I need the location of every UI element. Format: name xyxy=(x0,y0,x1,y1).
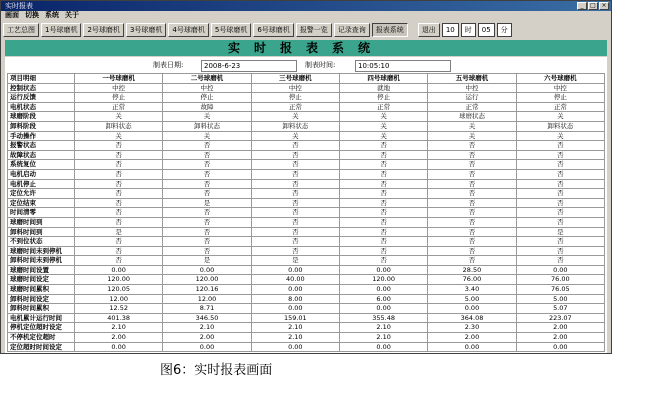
table-cell: 0.00 xyxy=(163,265,251,275)
table-cell: 否 xyxy=(516,150,604,160)
table-cell: 6.00 xyxy=(339,294,427,304)
table-cell: 正常 xyxy=(251,102,339,112)
table-cell: 否 xyxy=(339,237,427,247)
table-cell: 否 xyxy=(516,237,604,247)
clock-hour-unit: 时 xyxy=(461,23,476,37)
table-cell: 0.00 xyxy=(428,342,516,352)
table-cell: 否 xyxy=(339,217,427,227)
table-cell: 是 xyxy=(516,227,604,237)
table-cell: 否 xyxy=(75,217,163,227)
column-header: 六号球磨机 xyxy=(516,74,604,84)
row-label: 球磨时间到 xyxy=(8,217,75,227)
table-row xyxy=(8,102,605,112)
table-cell: 否 xyxy=(75,208,163,218)
table-cell: 0.00 xyxy=(516,342,604,352)
table-cell: 0.00 xyxy=(339,304,427,314)
table-row xyxy=(8,93,605,103)
table-cell: 运行 xyxy=(428,93,516,103)
row-label: 报警状态 xyxy=(8,141,75,151)
table-cell: 否 xyxy=(163,189,251,199)
table-cell: 0.00 xyxy=(75,265,163,275)
table-cell: 否 xyxy=(163,160,251,170)
report-table xyxy=(7,73,605,352)
table-cell: 否 xyxy=(339,227,427,237)
table-cell: 120.16 xyxy=(163,285,251,295)
table-cell: 否 xyxy=(75,237,163,247)
table-cell: 否 xyxy=(163,141,251,151)
clock-hour: 10 xyxy=(442,23,459,37)
table-cell: 12.52 xyxy=(75,304,163,314)
row-label: 卸料时间未到停机 xyxy=(8,256,75,266)
window-controls xyxy=(577,2,609,10)
table-cell: 3.40 xyxy=(428,285,516,295)
table-cell: 0.00 xyxy=(339,285,427,295)
table-cell: 否 xyxy=(251,217,339,227)
table-cell: 否 xyxy=(163,208,251,218)
table-cell: 球磨状态 xyxy=(428,112,516,122)
table-cell: 0.00 xyxy=(339,342,427,352)
table-cell: 2.00 xyxy=(516,333,604,343)
table-cell: 否 xyxy=(339,141,427,151)
row-label: 电机累计运行时间 xyxy=(8,313,75,323)
table-cell: 是 xyxy=(163,198,251,208)
table-cell: 否 xyxy=(428,160,516,170)
table-row xyxy=(8,189,605,199)
report-panel xyxy=(5,57,607,353)
table-cell: 否 xyxy=(251,198,339,208)
table-cell: 否 xyxy=(251,169,339,179)
table-cell: 卸料状态 xyxy=(516,121,604,131)
table-cell: 2.30 xyxy=(428,323,516,333)
table-cell: 否 xyxy=(428,246,516,256)
table-body xyxy=(8,83,605,352)
table-cell: 12.00 xyxy=(75,294,163,304)
table-cell: 关 xyxy=(516,112,604,122)
table-cell: 中控 xyxy=(75,83,163,93)
table-cell: 否 xyxy=(516,208,604,218)
row-label: 系统复位 xyxy=(8,160,75,170)
row-label: 停机定位超时设定 xyxy=(8,323,75,333)
table-cell: 否 xyxy=(339,208,427,218)
table-row xyxy=(8,333,605,343)
table-cell: 否 xyxy=(251,179,339,189)
table-cell: 否 xyxy=(163,169,251,179)
row-label: 故障状态 xyxy=(8,150,75,160)
table-cell: 5.07 xyxy=(516,304,604,314)
date-label: 制表日期: xyxy=(153,61,184,69)
table-cell: 中控 xyxy=(428,83,516,93)
row-label: 电机状态 xyxy=(8,102,75,112)
table-cell: 中控 xyxy=(516,83,604,93)
row-label: 定位允许 xyxy=(8,189,75,199)
page-title: 实时报表系统 xyxy=(5,40,607,56)
table-cell: 就地 xyxy=(339,83,427,93)
row-label: 不停机定位超时 xyxy=(8,333,75,343)
table-header xyxy=(8,74,605,84)
table-row xyxy=(8,246,605,256)
table-row xyxy=(8,83,605,93)
table-cell: 正常 xyxy=(428,102,516,112)
table-cell: 否 xyxy=(428,198,516,208)
table-cell: 否 xyxy=(339,246,427,256)
table-cell: 卸料状态 xyxy=(75,121,163,131)
table-cell: 停止 xyxy=(516,93,604,103)
table-cell: 卸料状态 xyxy=(251,121,339,131)
table-cell: 159.01 xyxy=(251,313,339,323)
table-cell: 0.00 xyxy=(339,265,427,275)
table-cell: 是 xyxy=(75,227,163,237)
table-cell: 否 xyxy=(75,169,163,179)
table-cell: 12.00 xyxy=(163,294,251,304)
table-row xyxy=(8,227,605,237)
table-cell: 否 xyxy=(75,256,163,266)
row-label: 球磨时间未到停机 xyxy=(8,246,75,256)
table-cell: 关 xyxy=(339,131,427,141)
table-row xyxy=(8,217,605,227)
table-cell: 否 xyxy=(428,208,516,218)
menu-item-system[interactable]: 系统 xyxy=(45,11,59,19)
table-cell: 5.00 xyxy=(428,294,516,304)
table-cell: 0.00 xyxy=(163,342,251,352)
figure-caption: 图6：实时报表画面 xyxy=(160,363,273,378)
table-cell: 否 xyxy=(163,246,251,256)
table-cell: 否 xyxy=(428,189,516,199)
toolbar xyxy=(3,22,609,38)
table-cell: 0.00 xyxy=(251,342,339,352)
column-header: 一号球磨机 xyxy=(75,74,163,84)
tab-mill-5[interactable]: 5号球磨机 xyxy=(211,23,251,37)
column-header: 五号球磨机 xyxy=(428,74,516,84)
table-cell: 否 xyxy=(251,141,339,151)
table-row xyxy=(8,304,605,314)
table-cell: 否 xyxy=(163,179,251,189)
maximize-button[interactable]: □ xyxy=(588,2,598,10)
table-cell: 关 xyxy=(163,131,251,141)
table-cell: 2.00 xyxy=(516,323,604,333)
table-cell: 否 xyxy=(516,217,604,227)
table-cell: 否 xyxy=(516,160,604,170)
table-row xyxy=(8,342,605,352)
table-cell: 120.05 xyxy=(75,285,163,295)
menu-item-switch[interactable]: 切换 xyxy=(25,11,39,19)
table-cell: 2.10 xyxy=(339,323,427,333)
table-cell: 0.00 xyxy=(251,285,339,295)
table-cell: 否 xyxy=(428,237,516,247)
table-cell: 401.38 xyxy=(75,313,163,323)
table-cell: 故障 xyxy=(163,102,251,112)
tab-mill-6[interactable]: 6号球磨机 xyxy=(253,23,293,37)
table-row xyxy=(8,313,605,323)
table-row xyxy=(8,275,605,285)
exit-button[interactable]: 退出 xyxy=(418,23,440,37)
row-label: 定位结束 xyxy=(8,198,75,208)
title-bar xyxy=(1,1,611,11)
table-cell: 否 xyxy=(428,217,516,227)
minimize-button[interactable]: _ xyxy=(577,2,587,10)
table-cell: 5.00 xyxy=(516,294,604,304)
table-cell: 2.10 xyxy=(251,323,339,333)
table-row xyxy=(8,131,605,141)
table-row xyxy=(8,121,605,131)
table-cell: 停止 xyxy=(339,93,427,103)
table-cell: 停止 xyxy=(163,93,251,103)
table-cell: 否 xyxy=(339,189,427,199)
table-row xyxy=(8,160,605,170)
table-cell: 否 xyxy=(251,246,339,256)
row-label: 卸料时间到 xyxy=(8,227,75,237)
row-label: 电机停止 xyxy=(8,179,75,189)
tab-mill-1[interactable]: 1号球磨机 xyxy=(41,23,81,37)
tab-alarm-list[interactable]: 报警一览 xyxy=(296,23,332,37)
table-cell: 关 xyxy=(516,131,604,141)
table-cell: 76.00 xyxy=(428,275,516,285)
table-cell: 0.00 xyxy=(251,304,339,314)
row-label: 卸料时间设定 xyxy=(8,294,75,304)
table-cell: 正常 xyxy=(75,102,163,112)
table-cell: 364.08 xyxy=(428,313,516,323)
table-cell: 2.10 xyxy=(75,323,163,333)
menu-item-screen[interactable]: 画面 xyxy=(5,11,19,19)
clock-minute: 05 xyxy=(478,23,495,37)
table-cell: 正常 xyxy=(339,102,427,112)
column-header: 三号球磨机 xyxy=(251,74,339,84)
table-row xyxy=(8,323,605,333)
table-cell: 否 xyxy=(516,141,604,151)
table-cell: 否 xyxy=(251,150,339,160)
table-cell: 关 xyxy=(339,121,427,131)
table-cell: 否 xyxy=(339,160,427,170)
table-cell: 2.10 xyxy=(163,323,251,333)
window-title: 实时报表 xyxy=(5,2,33,10)
table-cell: 关 xyxy=(428,121,516,131)
table-cell: 否 xyxy=(75,246,163,256)
table-cell: 关 xyxy=(75,112,163,122)
table-cell: 否 xyxy=(75,179,163,189)
table-cell: 否 xyxy=(163,150,251,160)
table-cell: 76.05 xyxy=(516,285,604,295)
table-cell: 卸料状态 xyxy=(163,121,251,131)
table-cell: 是 xyxy=(251,256,339,266)
table-cell: 中控 xyxy=(163,83,251,93)
tab-report-system[interactable]: 报表系统 xyxy=(372,23,408,37)
table-cell: 否 xyxy=(428,141,516,151)
table-cell: 0.00 xyxy=(516,265,604,275)
table-cell: 346.50 xyxy=(163,313,251,323)
table-cell: 关 xyxy=(428,131,516,141)
table-cell: 0.00 xyxy=(75,342,163,352)
table-cell: 否 xyxy=(75,141,163,151)
table-cell: 停止 xyxy=(75,93,163,103)
table-cell: 否 xyxy=(251,237,339,247)
table-cell: 否 xyxy=(516,179,604,189)
table-cell: 否 xyxy=(428,179,516,189)
table-cell: 否 xyxy=(428,150,516,160)
table-cell: 否 xyxy=(75,189,163,199)
table-cell: 否 xyxy=(163,227,251,237)
table-row xyxy=(8,179,605,189)
table-header-row xyxy=(8,74,605,84)
table-cell: 120.00 xyxy=(339,275,427,285)
table-row xyxy=(8,256,605,266)
row-label: 球磨阶段 xyxy=(8,112,75,122)
row-label: 球磨时间累积 xyxy=(8,285,75,295)
table-cell: 否 xyxy=(339,256,427,266)
menu-item-about[interactable]: 关于 xyxy=(65,11,79,19)
table-cell: 否 xyxy=(251,227,339,237)
menu-bar xyxy=(1,11,611,20)
table-row xyxy=(8,112,605,122)
table-cell: 28.50 xyxy=(428,265,516,275)
table-cell: 2.00 xyxy=(75,333,163,343)
column-header: 二号球磨机 xyxy=(163,74,251,84)
table-row xyxy=(8,237,605,247)
table-cell: 否 xyxy=(75,160,163,170)
table-row xyxy=(8,265,605,275)
table-cell: 正常 xyxy=(516,102,604,112)
table-cell: 否 xyxy=(516,189,604,199)
table-cell: 40.00 xyxy=(251,275,339,285)
row-label: 球磨时间设置 xyxy=(8,265,75,275)
table-cell: 否 xyxy=(75,150,163,160)
row-label: 电机启动 xyxy=(8,169,75,179)
table-cell: 关 xyxy=(251,131,339,141)
table-cell: 否 xyxy=(516,198,604,208)
table-cell: 否 xyxy=(428,227,516,237)
time-label: 制表时间: xyxy=(305,61,336,69)
table-cell: 否 xyxy=(516,246,604,256)
table-row xyxy=(8,141,605,151)
table-cell: 否 xyxy=(516,256,604,266)
table-cell: 是 xyxy=(163,256,251,266)
date-value: 2008-6-23 xyxy=(201,60,297,72)
table-row xyxy=(8,294,605,304)
table-row xyxy=(8,208,605,218)
tab-mill-4[interactable]: 4号球磨机 xyxy=(168,23,208,37)
table-cell: 否 xyxy=(163,217,251,227)
row-label: 时间清零 xyxy=(8,208,75,218)
table-cell: 否 xyxy=(339,179,427,189)
table-cell: 120.00 xyxy=(163,275,251,285)
table-row xyxy=(8,150,605,160)
table-cell: 关 xyxy=(251,112,339,122)
column-header: 四号球磨机 xyxy=(339,74,427,84)
table-cell: 120.00 xyxy=(75,275,163,285)
row-label: 不到位状态 xyxy=(8,237,75,247)
table-cell: 223.07 xyxy=(516,313,604,323)
table-cell: 355.48 xyxy=(339,313,427,323)
row-label: 卸料时间累积 xyxy=(8,304,75,314)
tab-mill-2[interactable]: 2号球磨机 xyxy=(83,23,123,37)
table-cell: 关 xyxy=(75,131,163,141)
table-cell: 中控 xyxy=(251,83,339,93)
time-value: 10:05:10 xyxy=(355,60,451,72)
row-label: 定位超时时间设定 xyxy=(8,342,75,352)
row-label: 球磨时间设定 xyxy=(8,275,75,285)
tab-mill-3[interactable]: 3号球磨机 xyxy=(126,23,166,37)
table-cell: 否 xyxy=(339,150,427,160)
column-header: 项目明细 xyxy=(8,74,75,84)
table-cell: 关 xyxy=(339,112,427,122)
table-cell: 8.00 xyxy=(251,294,339,304)
report-meta xyxy=(5,59,607,71)
table-cell: 否 xyxy=(251,208,339,218)
table-cell: 0.00 xyxy=(428,304,516,314)
table-cell: 停止 xyxy=(251,93,339,103)
table-cell: 否 xyxy=(251,160,339,170)
tab-record-query[interactable]: 记录查询 xyxy=(334,23,370,37)
table-row xyxy=(8,285,605,295)
table-cell: 0.00 xyxy=(251,265,339,275)
table-row xyxy=(8,198,605,208)
table-cell: 否 xyxy=(428,256,516,266)
row-label: 手动操作 xyxy=(8,131,75,141)
close-button[interactable]: × xyxy=(599,2,609,10)
table-cell: 关 xyxy=(163,112,251,122)
row-label: 运行反馈 xyxy=(8,93,75,103)
table-cell: 否 xyxy=(339,198,427,208)
table-cell: 否 xyxy=(339,169,427,179)
table-row xyxy=(8,169,605,179)
table-cell: 否 xyxy=(163,237,251,247)
table-cell: 8.71 xyxy=(163,304,251,314)
row-label: 卸料阶段 xyxy=(8,121,75,131)
table-cell: 否 xyxy=(251,189,339,199)
table-cell: 2.00 xyxy=(163,333,251,343)
table-cell: 2.10 xyxy=(339,333,427,343)
tab-process-overview[interactable]: 工艺总图 xyxy=(3,23,39,37)
row-label: 控制状态 xyxy=(8,83,75,93)
table-cell: 2.00 xyxy=(428,333,516,343)
table-cell: 76.00 xyxy=(516,275,604,285)
table-cell: 否 xyxy=(516,169,604,179)
table-cell: 否 xyxy=(75,198,163,208)
clock-minute-unit: 分 xyxy=(497,23,512,37)
table-cell: 否 xyxy=(428,169,516,179)
table-cell: 2.10 xyxy=(251,333,339,343)
